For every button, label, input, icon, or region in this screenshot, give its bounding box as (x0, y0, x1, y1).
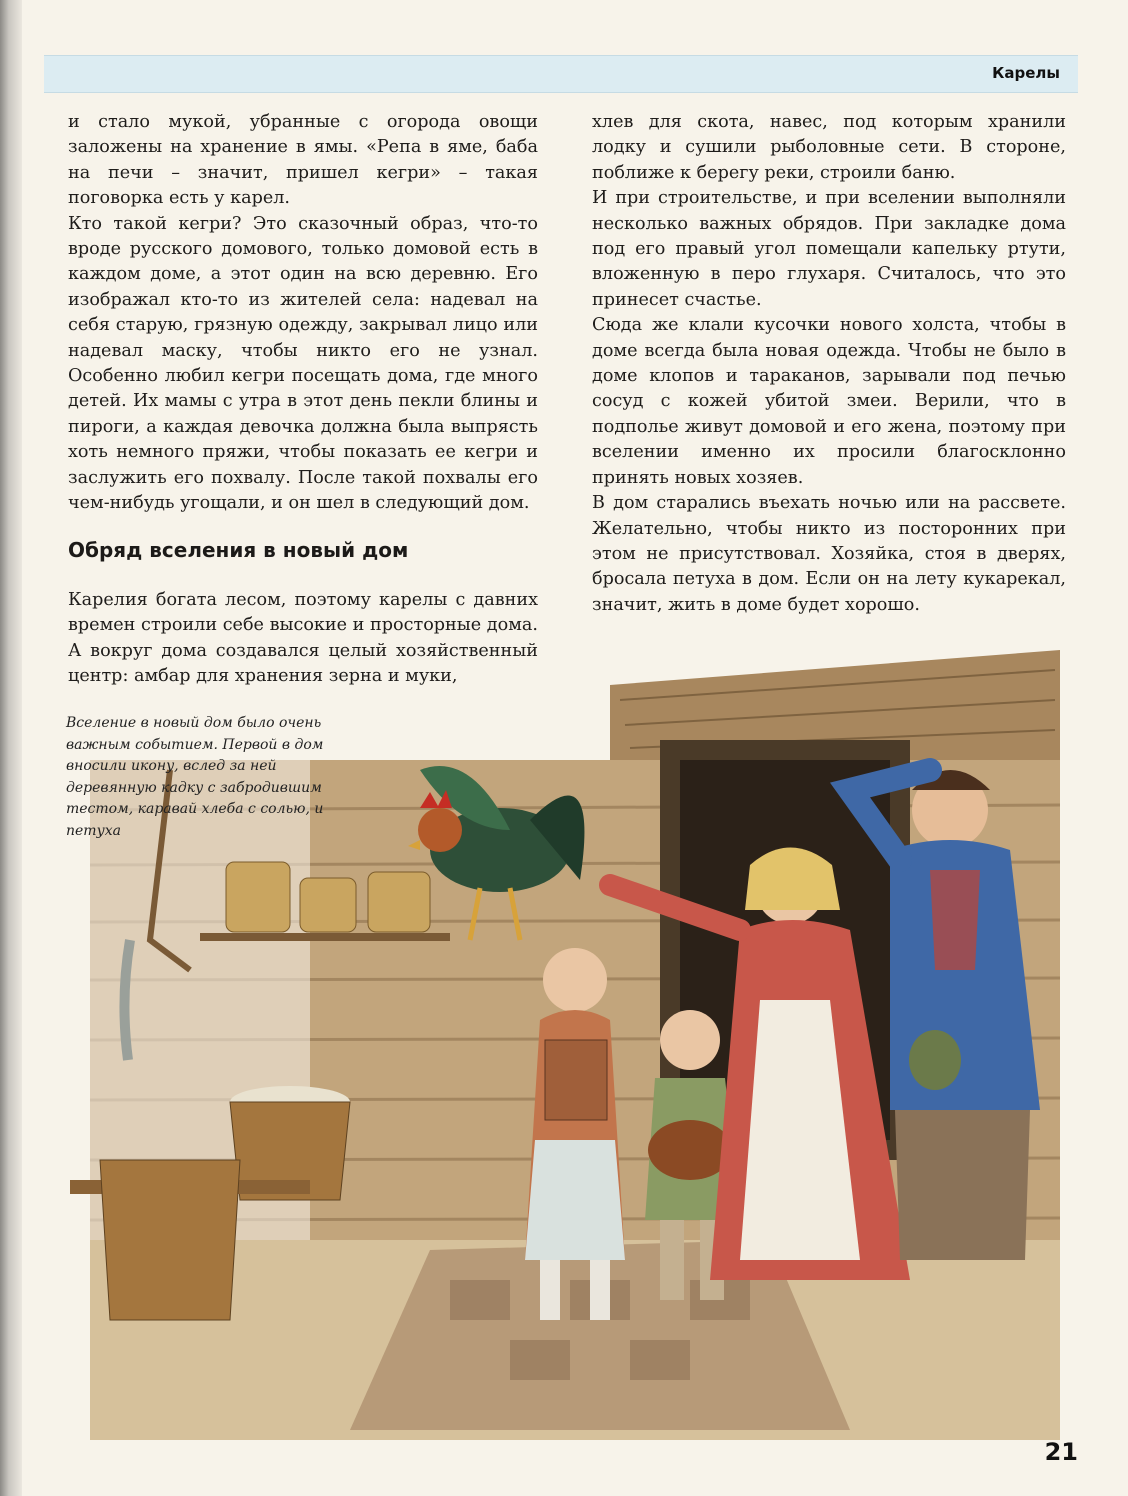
paragraph: И при строительстве, и при вселении выполняли несколько важных обрядов. При закладке дома под его правый угол помещали капельку ртути, вложенную в перо глухаря. Считалось, что это принесет счастье. (592, 188, 1066, 310)
section-heading: Обряд вселения в новый дом (68, 538, 409, 562)
basket-1 (226, 862, 290, 932)
left-column (68, 110, 538, 517)
page-binding-shadow (0, 0, 22, 1496)
scythe (124, 940, 130, 1060)
paragraph: Кто такой кегри? Это сказочный образ, что-то вроде русского домового, только домовой есть в каждом доме, а этот один на всю деревню. Его изображал кто-то из жителей села: надевал на себя старую, грязную одежду, закрывал лицо или надевал маску, чтобы никто его не узнал. Особенно любил кегри посещать дома, где много детей. Их мамы с утра в этот день пекли блины и пироги, а каждая девочка должна была выпрясть хоть немного пряжи, чтобы показать ее кегри и заслужить его похвалу. После такой похвалы его чем-нибудь угощали, и он шел в следующий дом. (68, 213, 538, 514)
basket-2 (300, 878, 356, 932)
paragraph: хлев для скота, навес, под которым хранили лодку и сушили рыболовные сети. В стороне, поближе к берегу реки, строили баню. (592, 112, 1066, 183)
section-body (68, 588, 538, 690)
paragraph: Карелия богата лесом, поэтому карелы с давних времен строили себе высокие и просторные дома. А вокруг дома создавался целый хозяйственный центр: амбар для хранения зерна и муки, (68, 590, 538, 687)
cloth-bundle (909, 1030, 961, 1090)
icon-painting (545, 1040, 607, 1120)
section-title: Карелы (992, 64, 1060, 82)
illustration-caption: Вселение в новый дом было очень важным событием. Первой в дом вносили икону, вслед за ней деревянную кадку с забродившим тестом, каравай хлеба с солью, и петуха (66, 715, 324, 839)
paragraph: В дом старались въехать ночью или на рассвете. Желательно, чтобы никто из посторонних при этом не присутствовал. Хозяйка, стоя в дверях, бросала петуха в дом. Если он на лету кукарекал, значит, жить в доме будет хорошо. (592, 493, 1066, 615)
right-column (592, 110, 1066, 618)
page-number: 21 (1044, 1438, 1078, 1466)
basket-3 (368, 872, 430, 932)
churn-barrel (100, 1160, 240, 1320)
paragraph: Сюда же клали кусочки нового холста, чтобы в доме всегда была новая одежда. Чтобы не было в доме клопов и тараканов, зарывали под печью сосуд с кожей убитой змеи. Верили, что в подполье живут домовой и его жена, поэтому при вселении именно их просили благосклонно принять новых хозяев. (592, 315, 1066, 488)
shelf (200, 933, 450, 941)
section-header-band (44, 55, 1078, 93)
paragraph: и стало мукой, убранные с огорода овощи заложены на хранение в ямы. «Репа в яме, баба на печи – значит, пришел кегри» – такая поговорка есть у карел. (68, 112, 538, 209)
